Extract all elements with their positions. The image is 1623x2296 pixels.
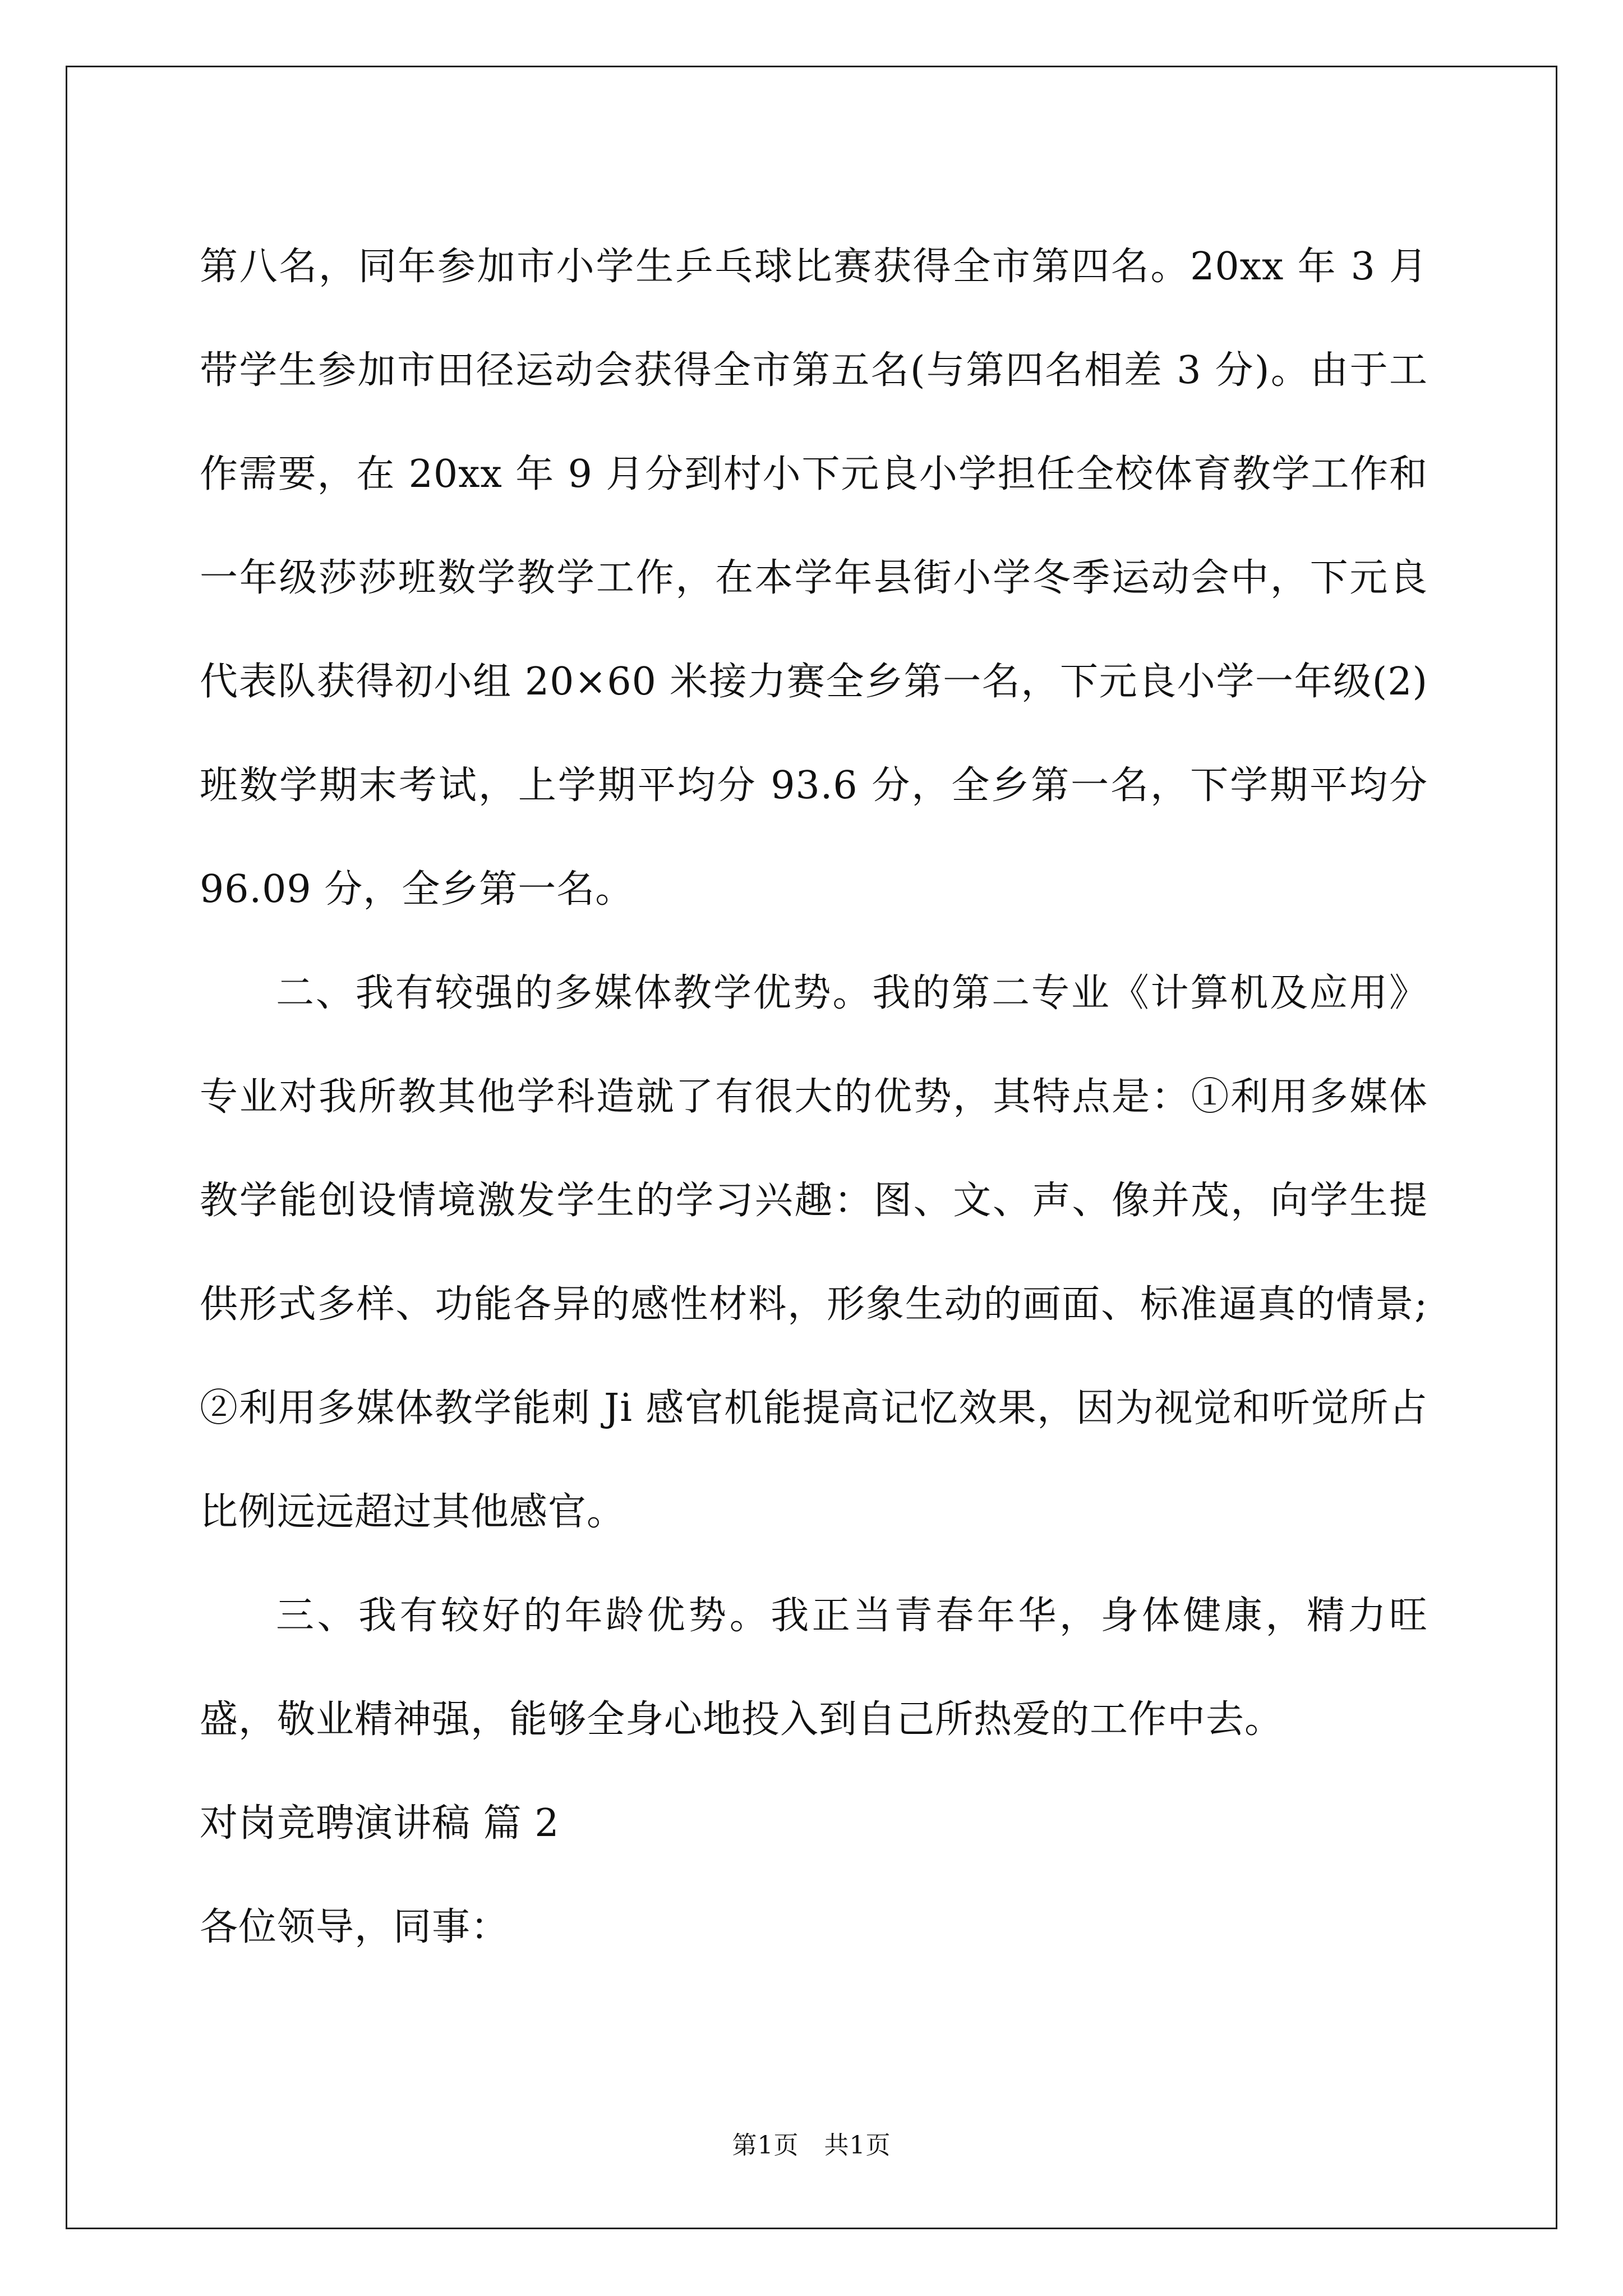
- paragraph-3: 三、我有较好的年龄优势。我正当青春年华，身体健康，精力旺盛，敬业精神强，能够全身心地投入到自己所热爱的工作中去。: [200, 1594, 1428, 1742]
- paragraph-1: 第八名，同年参加市小学生乒乓球比赛获得全市第四名。20xx 年 3 月带学生参加市田径运动会获得全市第五名(与第四名相差 3 分)。由于工作需要，在 20xx 年 9 月分到村小下元良小学担任全校体育教学工作和一年级莎莎班数学教学工作，在本学年县街小学冬季运动会中，下元良代表队获得初小组 20×60 米接力赛全乡第一名，下元良小学一年级(2)班数学期末考试，上学期平均分 93.6 分，全乡第一名，下学期平均分 96.09 分，全乡第一名。: [200, 245, 1428, 912]
- page-footer: 第1页 共1页: [732, 2131, 891, 2160]
- document-body: [200, 215, 1428, 1979]
- paragraph-2: 二、我有较强的多媒体教学优势。我的第二专业《计算机及应用》专业对我所教其他学科造就了有很大的优势，其特点是：①利用多媒体教学能创设情境激发学生的学习兴趣：图、文、声、像并茂，向学生提供形式多样、功能各异的感性材料，形象生动的画面、标准逼真的情景;②利用多媒体教学能刺 Ji 感官机能提高记忆效果，因为视觉和听觉所占比例远远超过其他感官。: [200, 971, 1428, 1534]
- section-heading: 对岗竞聘演讲稿 篇 2: [200, 1801, 560, 1846]
- salutation: 各位领导，同事：: [200, 1905, 510, 1949]
